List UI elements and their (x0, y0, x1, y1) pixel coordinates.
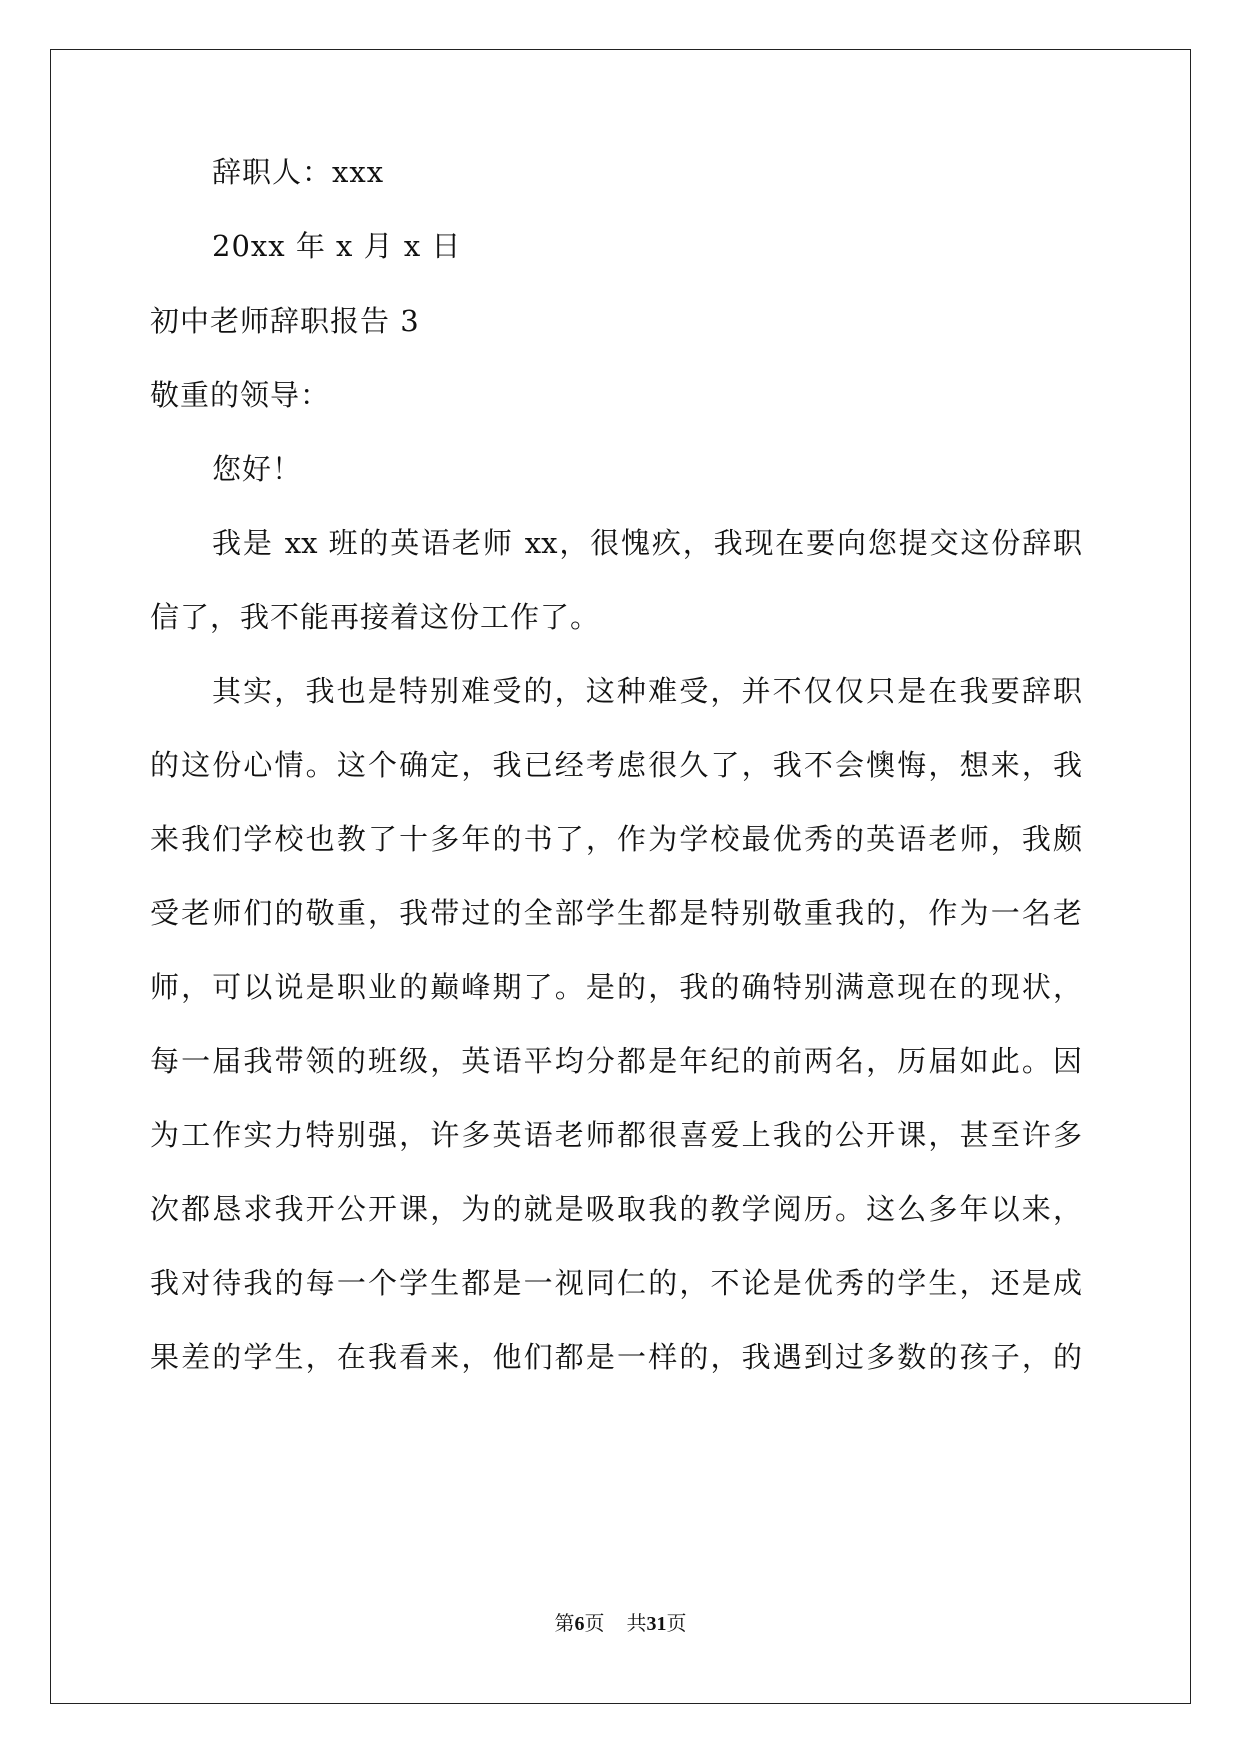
salutation: 敬重的领导： (150, 378, 331, 412)
paragraph-line: 受老师们的敬重，我带过的全部学生都是特别敬重我的，作为一名老 (150, 896, 1082, 930)
paragraph-line: 我对待我的每一个学生都是一视同仁的，不论是优秀的学生，还是成 (150, 1266, 1082, 1300)
total-prefix: 共 (626, 1611, 647, 1635)
paragraph-line: 为工作实力特别强，许多英语老师都很喜爱上我的公开课，甚至许多 (150, 1118, 1082, 1152)
paragraph-line: 我是 xx 班的英语老师 xx，很愧疚，我现在要向您提交这份辞职 (212, 526, 1082, 560)
paragraph-line: 师，可以说是职业的巅峰期了。是的，我的确特别满意现在的现状， (150, 970, 1082, 1004)
paragraph-line: 信了，我不能再接着这份工作了。 (150, 600, 601, 634)
paragraph-line: 每一届我带领的班级，英语平均分都是年纪的前两名，历届如此。因 (150, 1044, 1082, 1078)
resigner-line: 辞职人：xxx (212, 155, 385, 189)
page-prefix: 第 (554, 1611, 575, 1635)
paragraph-line: 果差的学生，在我看来，他们都是一样的，我遇到过多数的孩子，的 (150, 1340, 1082, 1374)
total-suffix: 页 (666, 1611, 687, 1635)
section-title: 初中老师辞职报告 3 (150, 304, 420, 338)
date-line: 20xx 年 x 月 x 日 (212, 229, 462, 263)
paragraph-line: 来我们学校也教了十多年的书了，作为学校最优秀的英语老师，我颇 (150, 822, 1082, 856)
page-mid: 页 (584, 1611, 605, 1635)
page-footer (0, 1609, 1241, 1638)
paragraph-line: 其实，我也是特别难受的，这种难受，并不仅仅只是在我要辞职 (212, 674, 1082, 708)
current-page-number: 6 (574, 1613, 585, 1635)
paragraph-line: 的这份心情。这个确定，我已经考虑很久了，我不会懊悔，想来，我 (150, 748, 1082, 782)
total-page-number: 31 (646, 1613, 667, 1635)
greeting: 您好！ (212, 452, 303, 486)
paragraph-line: 次都恳求我开公开课，为的就是吸取我的教学阅历。这么多年以来， (150, 1192, 1082, 1226)
page-border (50, 49, 1191, 1704)
